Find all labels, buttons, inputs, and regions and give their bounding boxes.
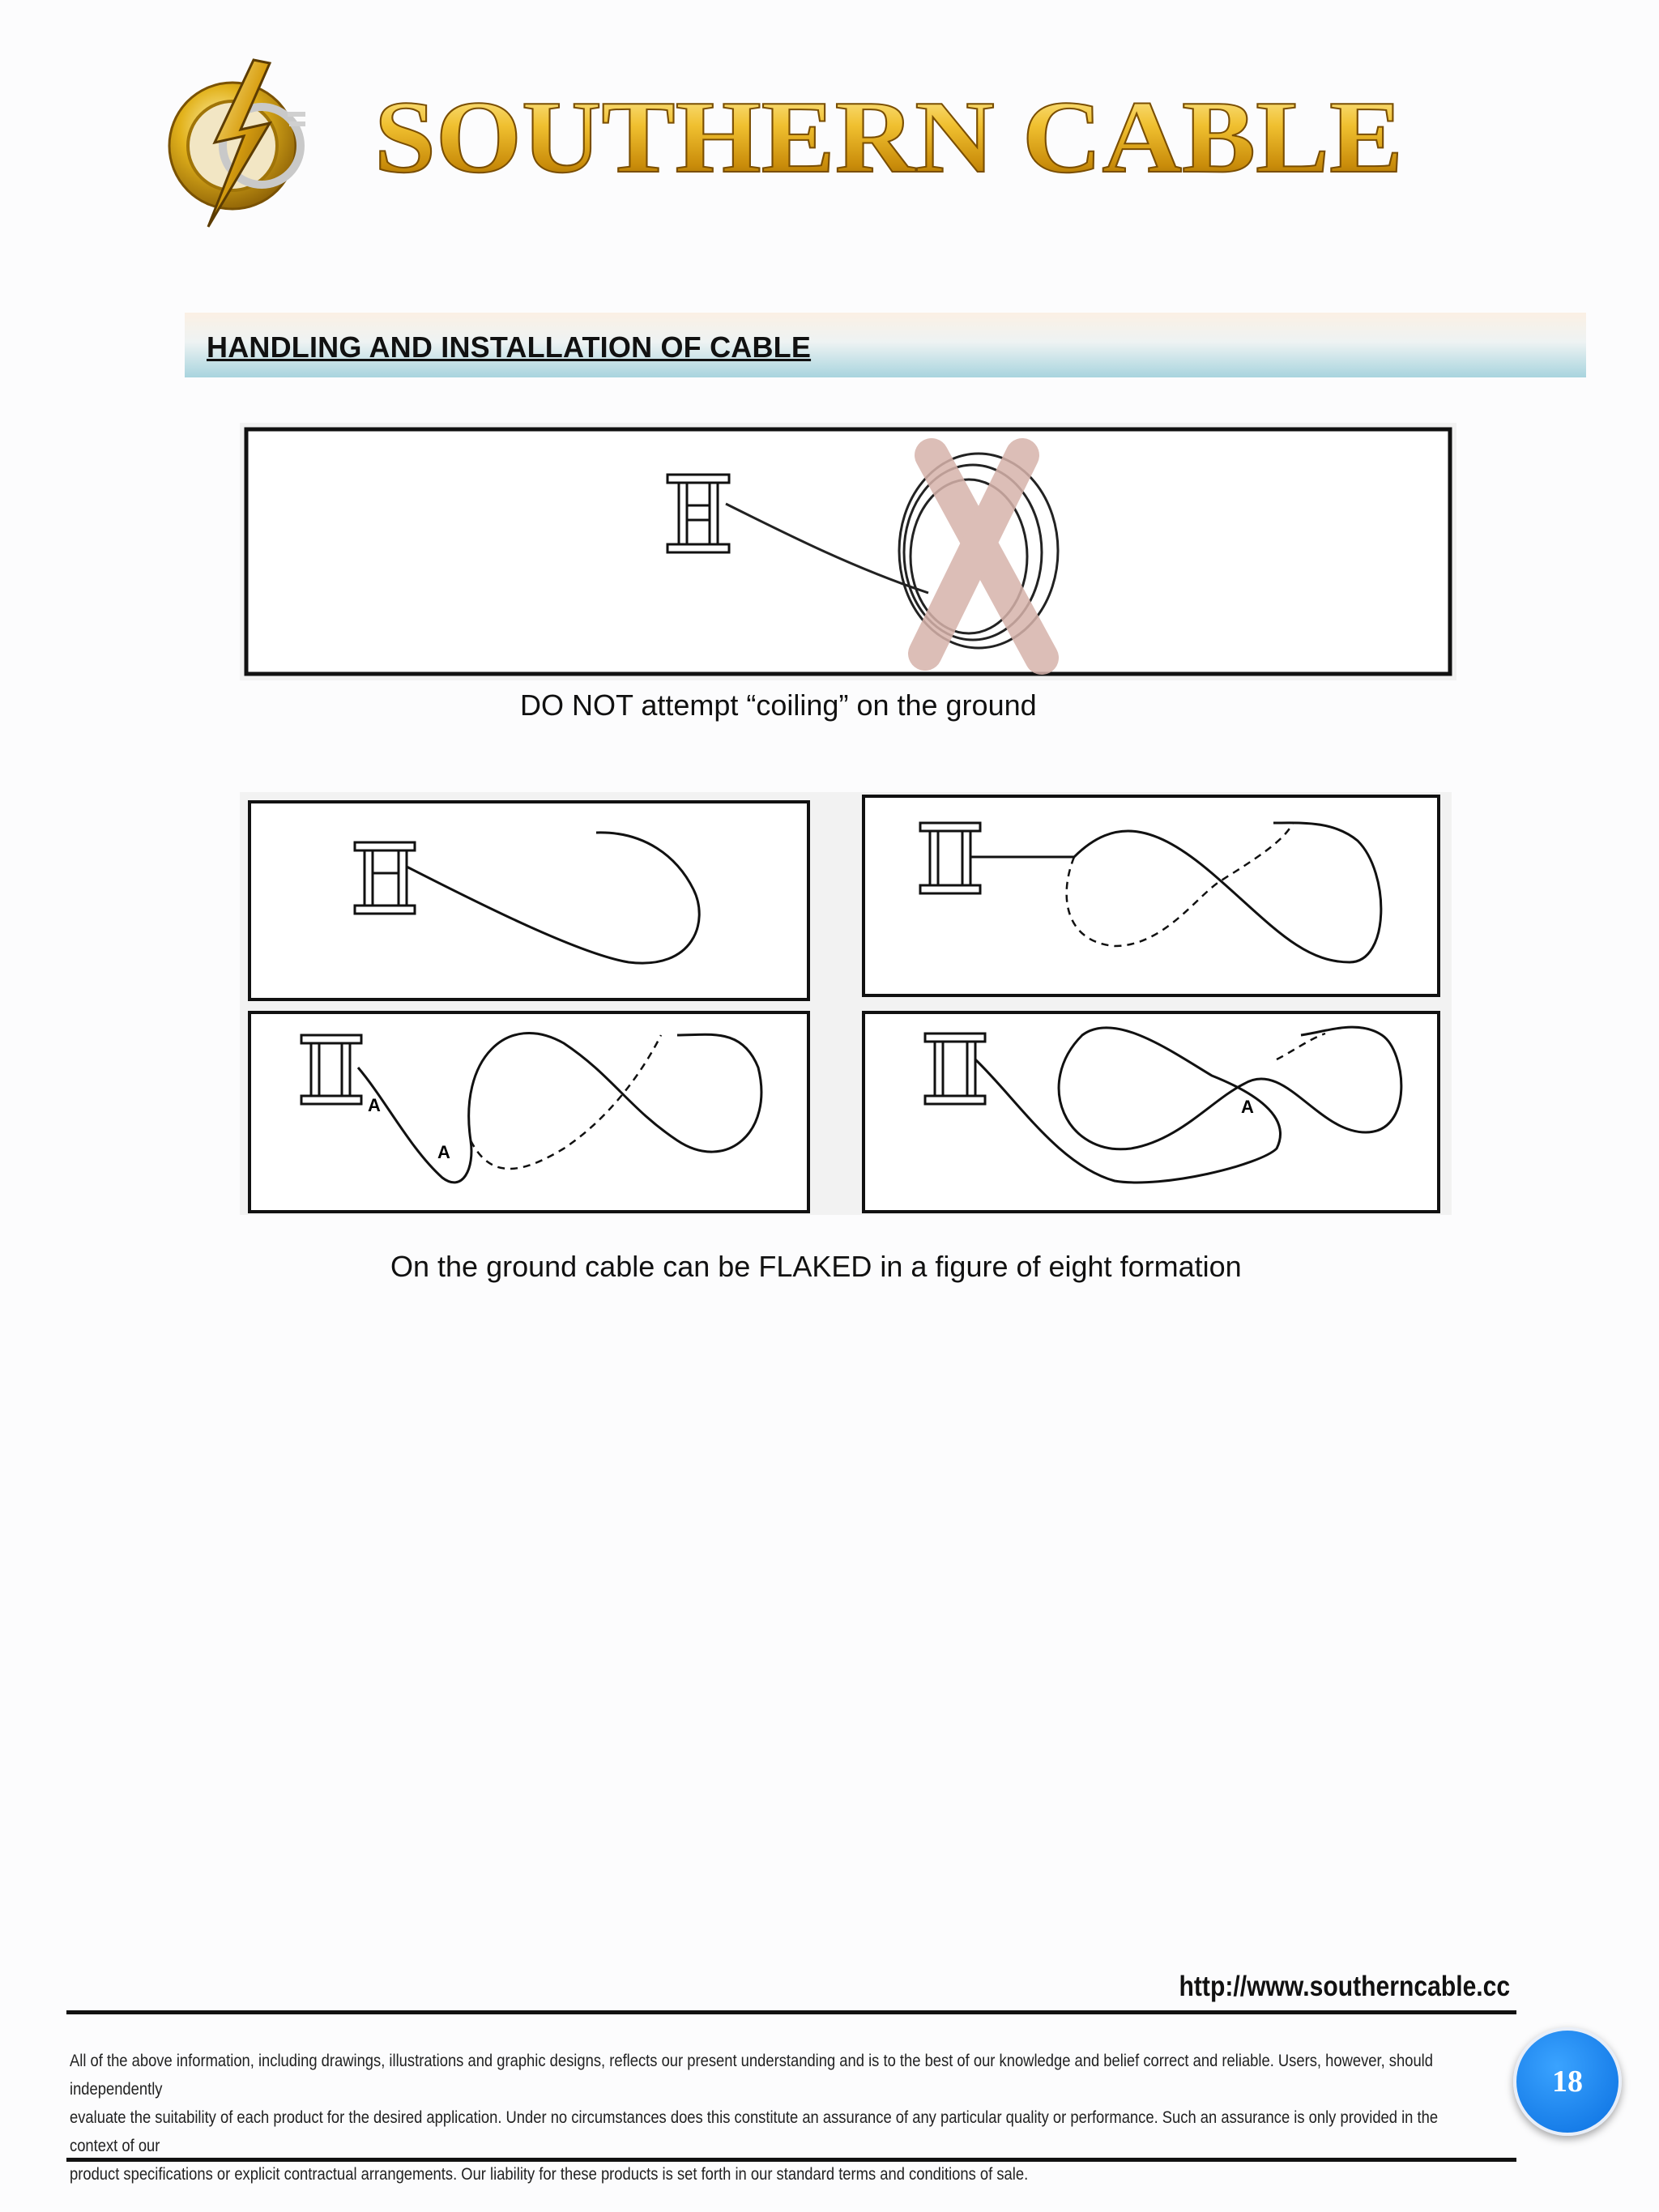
caption-wrong-coiling: DO NOT attempt “coiling” on the ground <box>520 688 1037 722</box>
figure-wrong-coiling <box>240 423 1456 680</box>
flaking-step-1-panel <box>249 802 808 999</box>
page-number-badge: 18 <box>1513 2027 1622 2136</box>
brand-name: SOUTHERN CABLE <box>374 79 1403 194</box>
flaking-step-4-panel <box>864 1012 1439 1212</box>
flaking-step-2-panel <box>864 796 1439 995</box>
disclaimer-line: product specifications or explicit contractual arrangements. Our liability for these products is set forth in our standard terms and conditions of sale. <box>70 2164 1029 2184</box>
flaking-step-3-panel <box>249 1012 808 1212</box>
footer-bottom-rule <box>66 2158 1516 2162</box>
disclaimer-line: All of the above information, including drawings, illustrations and graphic designs, reflects our present understanding and is to the best of our knowledge and belief correct and reliable. Users, however, should independently <box>70 2051 1433 2099</box>
company-logo-icon <box>166 55 312 229</box>
website-link[interactable]: http://www.southerncable.cc <box>1179 1971 1510 2002</box>
marker-a-label: A <box>368 1095 381 1115</box>
section-title: HANDLING AND INSTALLATION OF CABLE <box>207 330 812 364</box>
brand-wordmark <box>374 75 1411 196</box>
marker-a-label: A <box>437 1142 450 1162</box>
footer-disclaimer <box>70 2047 1490 2189</box>
figure-eight-flaking <box>240 792 1452 1215</box>
footer-top-rule <box>66 2010 1516 2014</box>
caption-figure-eight: On the ground cable can be FLAKED in a figure of eight formation <box>390 1250 1242 1283</box>
marker-a-label: A <box>1241 1097 1254 1117</box>
section-header-bar <box>185 313 1586 377</box>
disclaimer-line: evaluate the suitability of each product for the desired application. Under no circumstances does this constitute an assurance of any particular quality or performance. Such an assurance is only provided in the context of our <box>70 2108 1439 2155</box>
